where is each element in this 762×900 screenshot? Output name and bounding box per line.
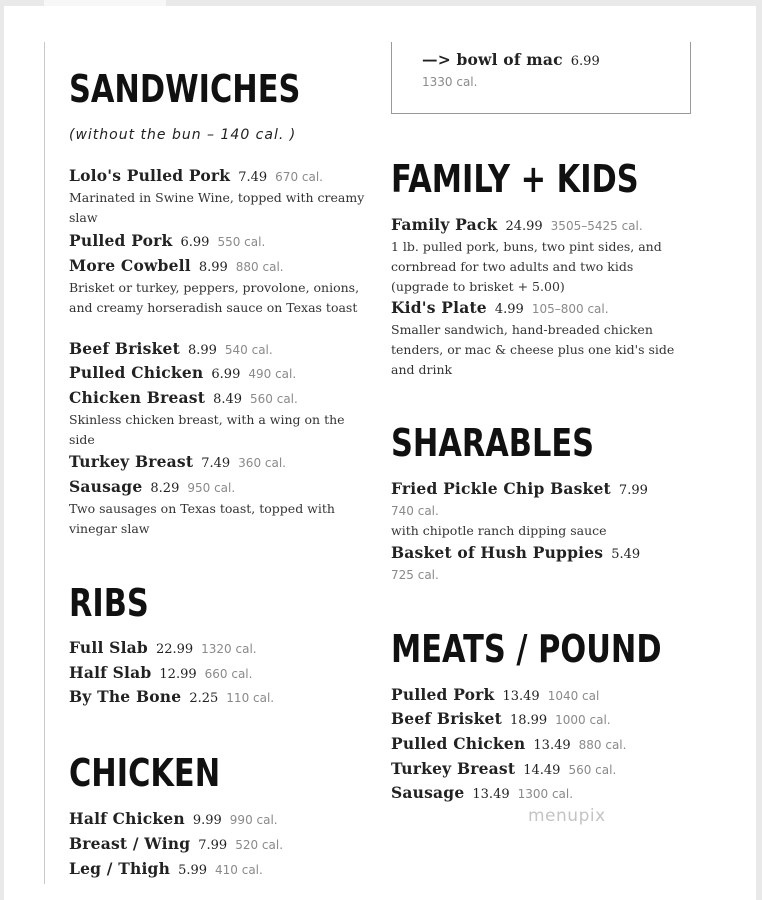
item-calories: 3505–5425 cal. xyxy=(550,219,643,233)
item-calories: 560 cal. xyxy=(568,763,617,777)
item-name: Sausage xyxy=(69,477,143,496)
menu-item xyxy=(69,834,369,856)
item-description: with chipotle ranch dipping sauce xyxy=(391,523,607,538)
item-name: Lolo's Pulled Pork xyxy=(69,166,231,185)
item-price: 24.99 xyxy=(505,219,543,234)
item-calories: 110 cal. xyxy=(226,691,275,705)
item-calories: 550 cal. xyxy=(217,235,266,249)
item-name: Beef Brisket xyxy=(69,339,180,358)
item-price: 12.99 xyxy=(159,667,197,682)
menu-item xyxy=(391,709,691,731)
item-price: 9.99 xyxy=(192,813,222,828)
item-calories: 490 cal. xyxy=(248,367,297,381)
menu-item xyxy=(69,256,369,318)
item-price: 5.99 xyxy=(178,863,208,878)
menu-item xyxy=(391,298,691,380)
item-price: 4.99 xyxy=(494,302,524,317)
menu-item xyxy=(69,477,369,539)
menu-item xyxy=(69,859,369,881)
item-calories: 660 cal. xyxy=(204,667,253,681)
item-calories: 1040 cal xyxy=(547,689,600,703)
item-name: Half Chicken xyxy=(69,809,185,828)
item-price: 8.99 xyxy=(198,260,228,275)
item-name: Sausage xyxy=(391,783,465,802)
item-description: Two sausages on Texas toast, topped with vinegar slaw xyxy=(69,501,335,536)
sandwiches-heading: SANDWICHES xyxy=(69,67,301,111)
sharables-heading: SHARABLES xyxy=(391,421,595,465)
menu-item xyxy=(69,339,369,361)
item-name: Pulled Pork xyxy=(69,231,173,250)
menu-item xyxy=(69,809,369,831)
item-price: 6.99 xyxy=(570,54,600,69)
item-price: 7.49 xyxy=(201,456,231,471)
meats-pound-heading: MEATS / POUND xyxy=(391,627,662,671)
menu-item xyxy=(69,638,369,660)
item-price: 18.99 xyxy=(509,713,548,728)
item-name: Kid's Plate xyxy=(391,298,487,317)
menu-item xyxy=(69,452,369,474)
menupix-watermark: menupix xyxy=(528,806,606,826)
item-calories: 880 cal. xyxy=(235,260,284,274)
menu-item xyxy=(69,388,369,450)
item-name: Leg / Thigh xyxy=(69,859,171,878)
item-calories: 950 cal. xyxy=(187,481,236,495)
item-name: Chicken Breast xyxy=(69,388,206,407)
menu-item xyxy=(391,783,691,805)
item-price: 6.99 xyxy=(180,235,210,250)
menu-item xyxy=(69,231,369,253)
item-description: Smaller sandwich, hand-breaded chicken tenders, or mac & cheese plus one kid's side and drink xyxy=(391,322,675,377)
item-description: 1 lb. pulled pork, buns, two pint sides, and cornbread for two adults and two kids (upgrade to brisket + 5.00) xyxy=(391,239,662,294)
item-price: 13.49 xyxy=(472,787,510,802)
item-calories: 410 cal. xyxy=(215,863,263,877)
item-calories: 360 cal. xyxy=(238,456,286,470)
item-name: Pulled Chicken xyxy=(69,363,204,382)
item-name: Turkey Breast xyxy=(391,759,516,778)
chicken-heading: CHICKEN xyxy=(69,751,221,795)
item-price: 8.49 xyxy=(213,392,243,407)
item-price: 8.99 xyxy=(187,343,217,358)
item-calories: 1300 cal. xyxy=(517,787,574,801)
item-calories: 540 cal. xyxy=(224,343,273,357)
menu-item xyxy=(391,215,691,297)
item-price: 13.49 xyxy=(533,738,571,753)
left-margin-rule xyxy=(44,42,45,884)
item-price: 5.49 xyxy=(611,547,641,562)
menu-item xyxy=(69,363,369,385)
item-calories: 1320 cal. xyxy=(201,642,257,656)
item-name: Full Slab xyxy=(69,638,148,657)
item-name: Breast / Wing xyxy=(69,834,191,853)
item-name: Pulled Pork xyxy=(391,685,495,704)
family-kids-heading: FAMILY + KIDS xyxy=(391,157,639,201)
item-price: 2.25 xyxy=(189,691,219,706)
item-price: 13.49 xyxy=(502,689,540,704)
item-calories: 990 cal. xyxy=(229,813,278,827)
item-name: Half Slab xyxy=(69,663,152,682)
item-calories: 670 cal. xyxy=(275,170,323,184)
item-name: Basket of Hush Puppies xyxy=(391,543,604,562)
item-name: —> bowl of mac xyxy=(422,50,563,69)
menu-item xyxy=(391,734,691,756)
item-price: 7.49 xyxy=(238,170,268,185)
menu-item xyxy=(69,687,369,709)
item-price: 7.99 xyxy=(618,483,648,498)
item-name: Turkey Breast xyxy=(69,452,194,471)
item-name: Pulled Chicken xyxy=(391,734,526,753)
mac-box xyxy=(391,42,691,114)
item-name: Beef Brisket xyxy=(391,709,502,728)
sandwiches-bun-note: (without the bun – 140 cal. ) xyxy=(69,127,297,143)
menu-item xyxy=(69,663,369,685)
item-name: Fried Pickle Chip Basket xyxy=(391,479,611,498)
menu-item xyxy=(391,479,691,541)
item-calories: 740 cal. xyxy=(391,504,439,518)
item-calories: 880 cal. xyxy=(578,738,627,752)
item-description: Skinless chicken breast, with a wing on the side xyxy=(69,412,345,447)
item-calories: 520 cal. xyxy=(235,838,284,852)
item-calories: 105–800 cal. xyxy=(531,302,609,316)
item-calories: 1330 cal. xyxy=(422,75,478,89)
item-name: Family Pack xyxy=(391,215,498,234)
item-price: 14.49 xyxy=(523,763,561,778)
item-description: Brisket or turkey, peppers, provolone, onions, and creamy horseradish sauce on Texas toast xyxy=(69,280,360,315)
item-description: Marinated in Swine Wine, topped with creamy slaw xyxy=(69,190,365,225)
menu-item xyxy=(69,166,369,228)
item-calories: 725 cal. xyxy=(391,568,439,582)
item-calories: 1000 cal. xyxy=(555,713,611,727)
item-name: By The Bone xyxy=(69,687,182,706)
item-calories: 560 cal. xyxy=(250,392,298,406)
item-price: 22.99 xyxy=(155,642,194,657)
menu-item xyxy=(422,50,722,92)
menu-item xyxy=(391,759,691,781)
item-price: 6.99 xyxy=(211,367,241,382)
menu-item xyxy=(391,543,691,585)
item-price: 8.29 xyxy=(150,481,180,496)
menu-item xyxy=(391,685,691,707)
item-name: More Cowbell xyxy=(69,256,191,275)
item-price: 7.99 xyxy=(198,838,228,853)
ribs-heading: RIBS xyxy=(69,581,149,625)
